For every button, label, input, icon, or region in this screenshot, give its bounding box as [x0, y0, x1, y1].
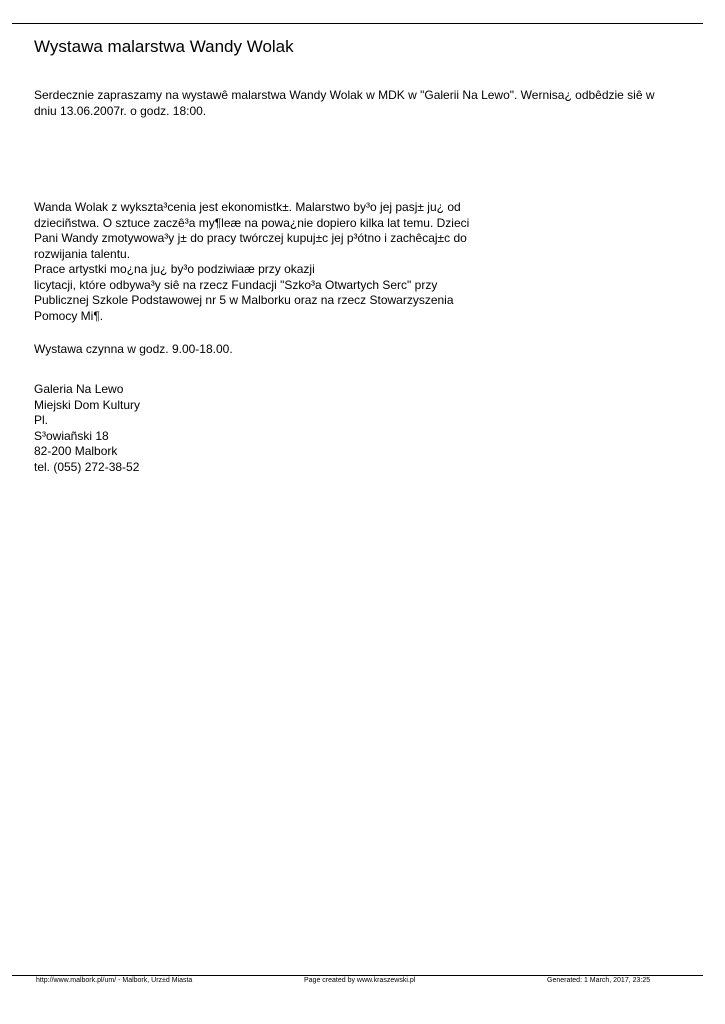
address-line: tel. (055) 272-38-52	[34, 459, 140, 474]
footer-source: http://www.malbork.pl/um/ - Malbork, Urz±d Miasta	[36, 977, 193, 984]
address-line: Miejski Dom Kultury	[34, 397, 141, 412]
bio-line: licytacji, które odbywa³y siê na rzecz Fundacji "Szko³a Otwartych Serc" przy	[34, 277, 438, 292]
intro-line: Serdecznie zapraszamy na wystawê malarstwa Wandy Wolak w MDK w "Galerii Na Lewo". Wernisa¿ odbêdzie siê w	[34, 88, 655, 102]
document-title: Wystawa malarstwa Wandy Wolak	[34, 37, 294, 56]
bio-line: dzieciñstwa. O sztuce zaczê³a my¶leæ na powa¿nie dopiero kilka lat temu. Dzieci	[34, 215, 470, 230]
bio-line: Wanda Wolak z wykszta³cenia jest ekonomistk±. Malarstwo by³o jej pasj± ju¿ od	[34, 200, 461, 214]
address-block	[34, 382, 140, 475]
footer-created-by: Page created by www.kraszewski.pl	[304, 977, 416, 984]
address-line: 82-200 Malbork	[34, 444, 118, 458]
bio-line: Pani Wandy zmotywowa³y j± do pracy twórczej kupuj±c jej p³ótno i zachêcaj±c do	[34, 231, 467, 245]
bio-line: Pomocy Mi¶.	[34, 308, 104, 323]
footer-generated: Generated: 1 March, 2017, 23:25	[547, 977, 651, 984]
opening-hours: Wystawa czynna w godz. 9.00-18.00.	[34, 342, 233, 356]
header-rule	[12, 23, 703, 24]
bio-paragraph	[34, 200, 469, 324]
intro-paragraph	[34, 88, 655, 119]
bio-line: Publicznej Szkole Podstawowej nr 5 w Malborku oraz na rzecz Stowarzyszenia	[34, 293, 454, 307]
bio-line: Prace artystki mo¿na ju¿ by³o podziwiaæ przy okazji	[34, 262, 315, 276]
bio-line: rozwijania talentu.	[34, 246, 131, 261]
address-line: Pl.	[34, 413, 49, 427]
address-line: Galeria Na Lewo	[34, 382, 124, 396]
address-line: S³owiañski 18	[34, 428, 109, 443]
intro-line: dniu 13.06.2007r. o godz. 18:00.	[34, 103, 207, 118]
